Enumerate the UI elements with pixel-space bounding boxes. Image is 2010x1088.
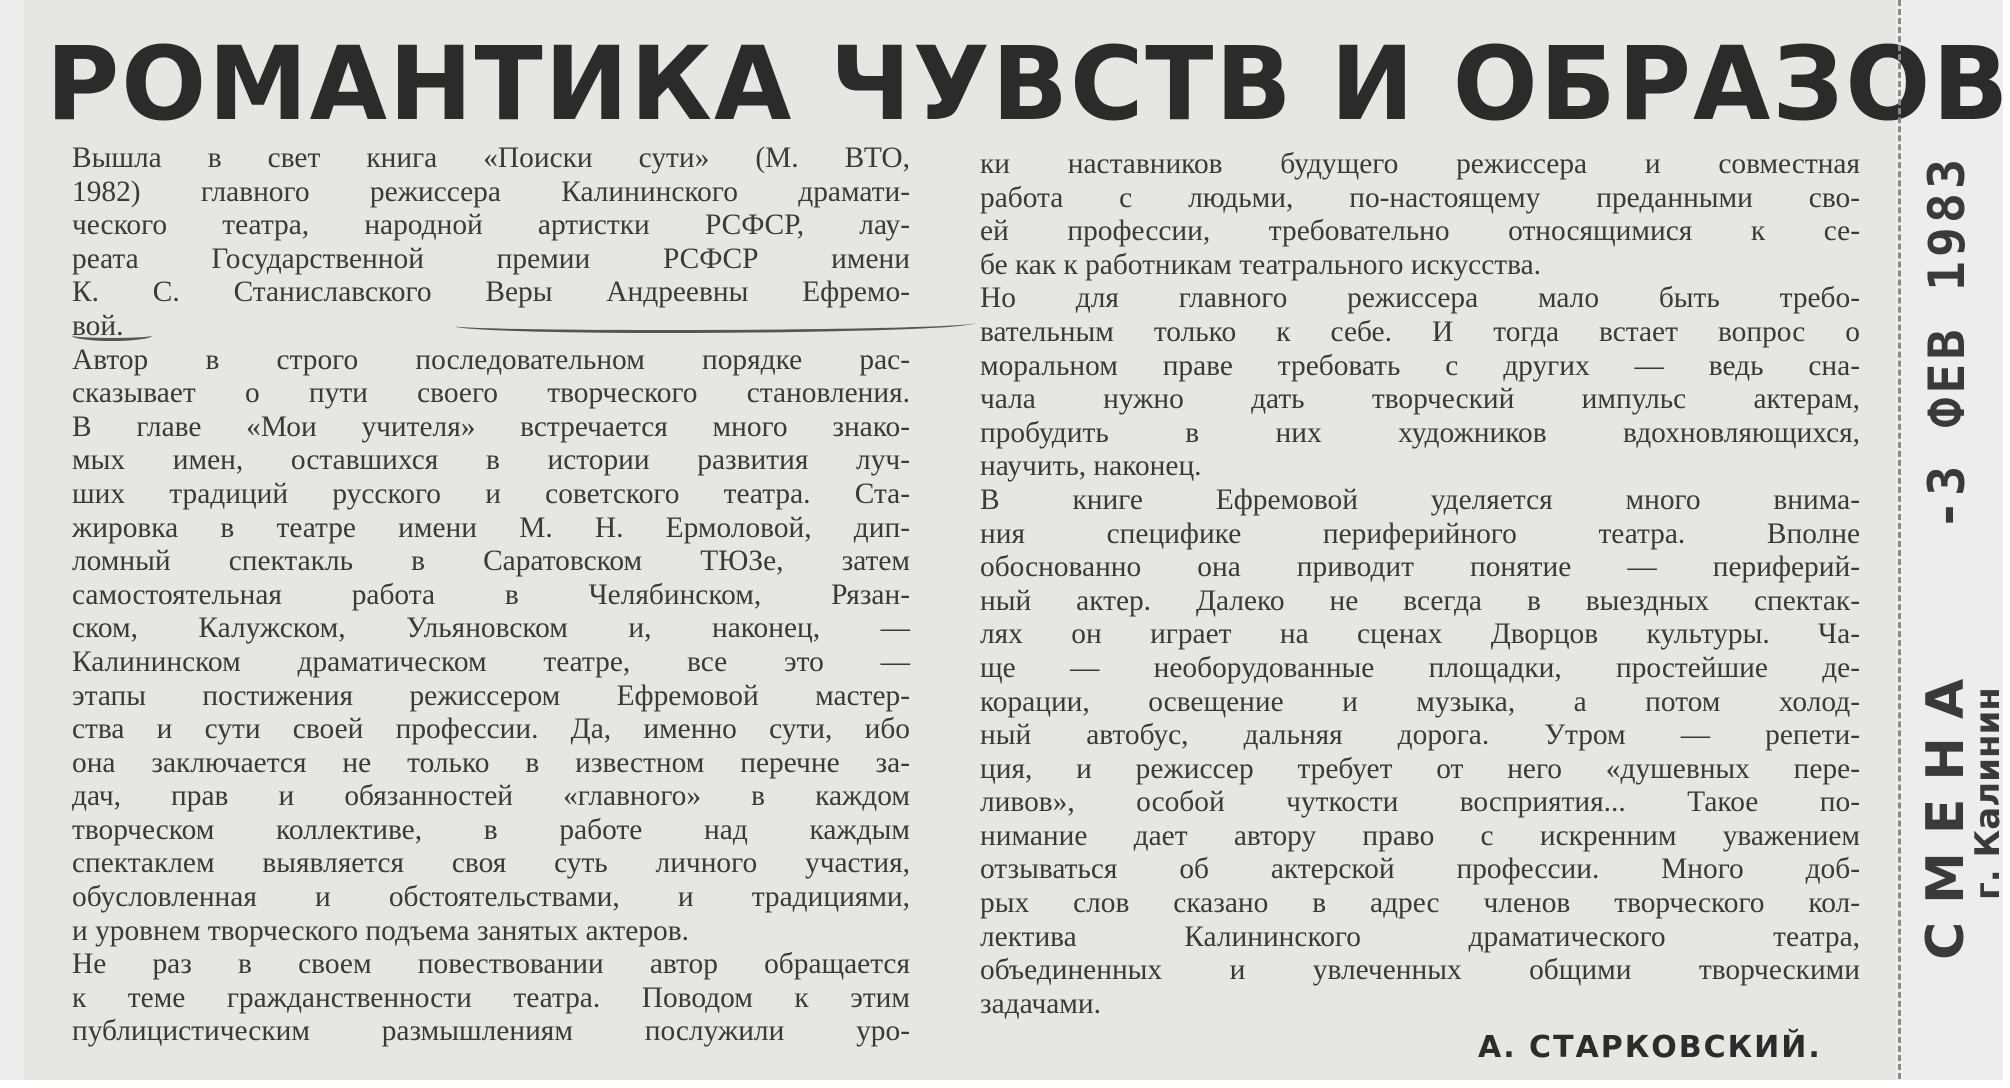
article-line: ливов», особой чуткости восприятия... Такое по- (980, 786, 1860, 819)
article-line: В главе «Мои учителя» встречается много знако- (72, 410, 910, 443)
article-line: В книге Ефремовой уделяется много внима- (980, 483, 1860, 516)
article-right-column (980, 148, 1860, 1021)
article-line: Не раз в своем повествовании автор обращается (72, 948, 910, 981)
article-line: объединенных и увлеченных общими творческими (980, 954, 1860, 987)
bottom-margin (0, 1080, 2003, 1088)
article-line: К. С. Станиславского Веры Андреевны Ефремо- (72, 276, 910, 309)
stamp-city: г. Калинин (1968, 687, 2008, 900)
stamp-newspaper-name: СМЕНА (1916, 660, 1976, 960)
article-line: к теме гражданственности театра. Поводом к этим (72, 981, 910, 1014)
article-line: лектива Калининского драматического театра, (980, 920, 1860, 953)
article-line: обусловленная и обстоятельствами, и традициями, (72, 881, 910, 914)
article-left-column (72, 142, 910, 1049)
article-line: ломный спектакль в Саратовском ТЮЗе, затем (72, 545, 910, 578)
article-line: публицистическим размышлениям послужили уро- (72, 1015, 910, 1048)
article-line: реата Государственной премии РСФСР имени (72, 242, 910, 275)
article-headline: РОМАНТИКА ЧУВСТВ И ОБРАЗОВ (46, 25, 2010, 144)
article-line: ще — необорудованные площадки, простейшие де- (980, 651, 1860, 684)
article-line: задачами. (980, 987, 1101, 1020)
article-line: Калининском драматическом театре, все это — (72, 645, 910, 678)
article-line: вательным только к себе. И тогда встает вопрос о (980, 315, 1860, 348)
article-line: она заключается не только в известном перечне за- (72, 746, 910, 779)
article-line: ском, Калужском, Ульяновском и, наконец, — (72, 612, 910, 645)
article-line: Вышла в свет книга «Поиски сути» (М. ВТО, (72, 142, 910, 174)
article-line: пробудить в них художников вдохновляющихся, (980, 416, 1860, 449)
article-line: спектаклем выявляется своя суть личного участия, (72, 847, 910, 880)
cut-line (1898, 0, 1901, 1088)
article-line: творческом коллективе, в работе над каждым (72, 813, 910, 846)
article-line: бе как к работникам театрального искусства. (980, 248, 1541, 281)
article-line: ческого театра, народной артистки РСФСР, лау- (72, 209, 910, 242)
article-line: нимание дает автору право с искренним уважением (980, 819, 1860, 852)
article-line: моральном праве требовать с других — ведь сна- (980, 349, 1860, 382)
article-line: мых имен, оставшихся в истории развития луч- (72, 444, 910, 477)
article-line: корации, освещение и музыка, а потом холод- (980, 685, 1860, 718)
article-line: отзываться об актерской профессии. Много доб- (980, 853, 1860, 886)
article-line: обоснованно она приводит понятие — периферий- (980, 551, 1860, 584)
pen-underline-mark-short (72, 330, 152, 341)
article-author: А. СТАРКОВСКИЙ. (1478, 1030, 1822, 1065)
article-line: Автор в строго последовательном порядке рас- (72, 343, 910, 376)
article-line: самостоятельная работа в Челябинском, Рязан- (72, 578, 910, 611)
article-line: чала нужно дать творческий импульс актерам, (980, 383, 1860, 416)
article-line: рых слов сказано в адрес членов творческого кол- (980, 887, 1860, 920)
article-line: сказывает о пути своего творческого становления. (72, 377, 910, 410)
article-line: этапы постижения режиссером Ефремовой мастер- (72, 679, 910, 712)
article-line: ный актер. Далеко не всегда в выездных спектак- (980, 584, 1860, 617)
article-line: Но для главного режиссера мало быть требо- (980, 282, 1860, 315)
article-line: и уровнем творческого подъема занятых актеров. (72, 914, 689, 947)
stamp-date: -3 ФЕВ 1983 (1918, 154, 1976, 530)
article-line: ция, и режиссер требует от него «душевных пере- (980, 752, 1860, 785)
article-line: ших традиций русского и советского театра. Ста- (72, 477, 910, 510)
article-line: дач, прав и обязанностей «главного» в каждом (72, 780, 910, 813)
article-line: жировка в театре имени М. Н. Ермоловой, дип- (72, 511, 910, 544)
article-line: работа с людьми, по-настоящему преданными сво- (980, 181, 1860, 214)
article-line: ния специфике периферийного театра. Вполне (980, 517, 1860, 550)
article-line: научить, наконец. (980, 450, 1202, 483)
article-line: вой. (72, 309, 124, 342)
article-line: ки наставников будущего режиссера и совместная (980, 148, 1860, 180)
article-line: лях он играет на сценах Дворцов культуры. Ча- (980, 618, 1860, 651)
article-line: ства и сути своей профессии. Да, именно сути, ибо (72, 713, 910, 746)
article-line: ей профессии, требовательно относящимися к се- (980, 215, 1860, 248)
article-line: ный автобус, дальняя дорога. Утром — репети- (980, 719, 1860, 752)
article-line: 1982) главного режиссера Калининского драмати- (72, 175, 910, 208)
